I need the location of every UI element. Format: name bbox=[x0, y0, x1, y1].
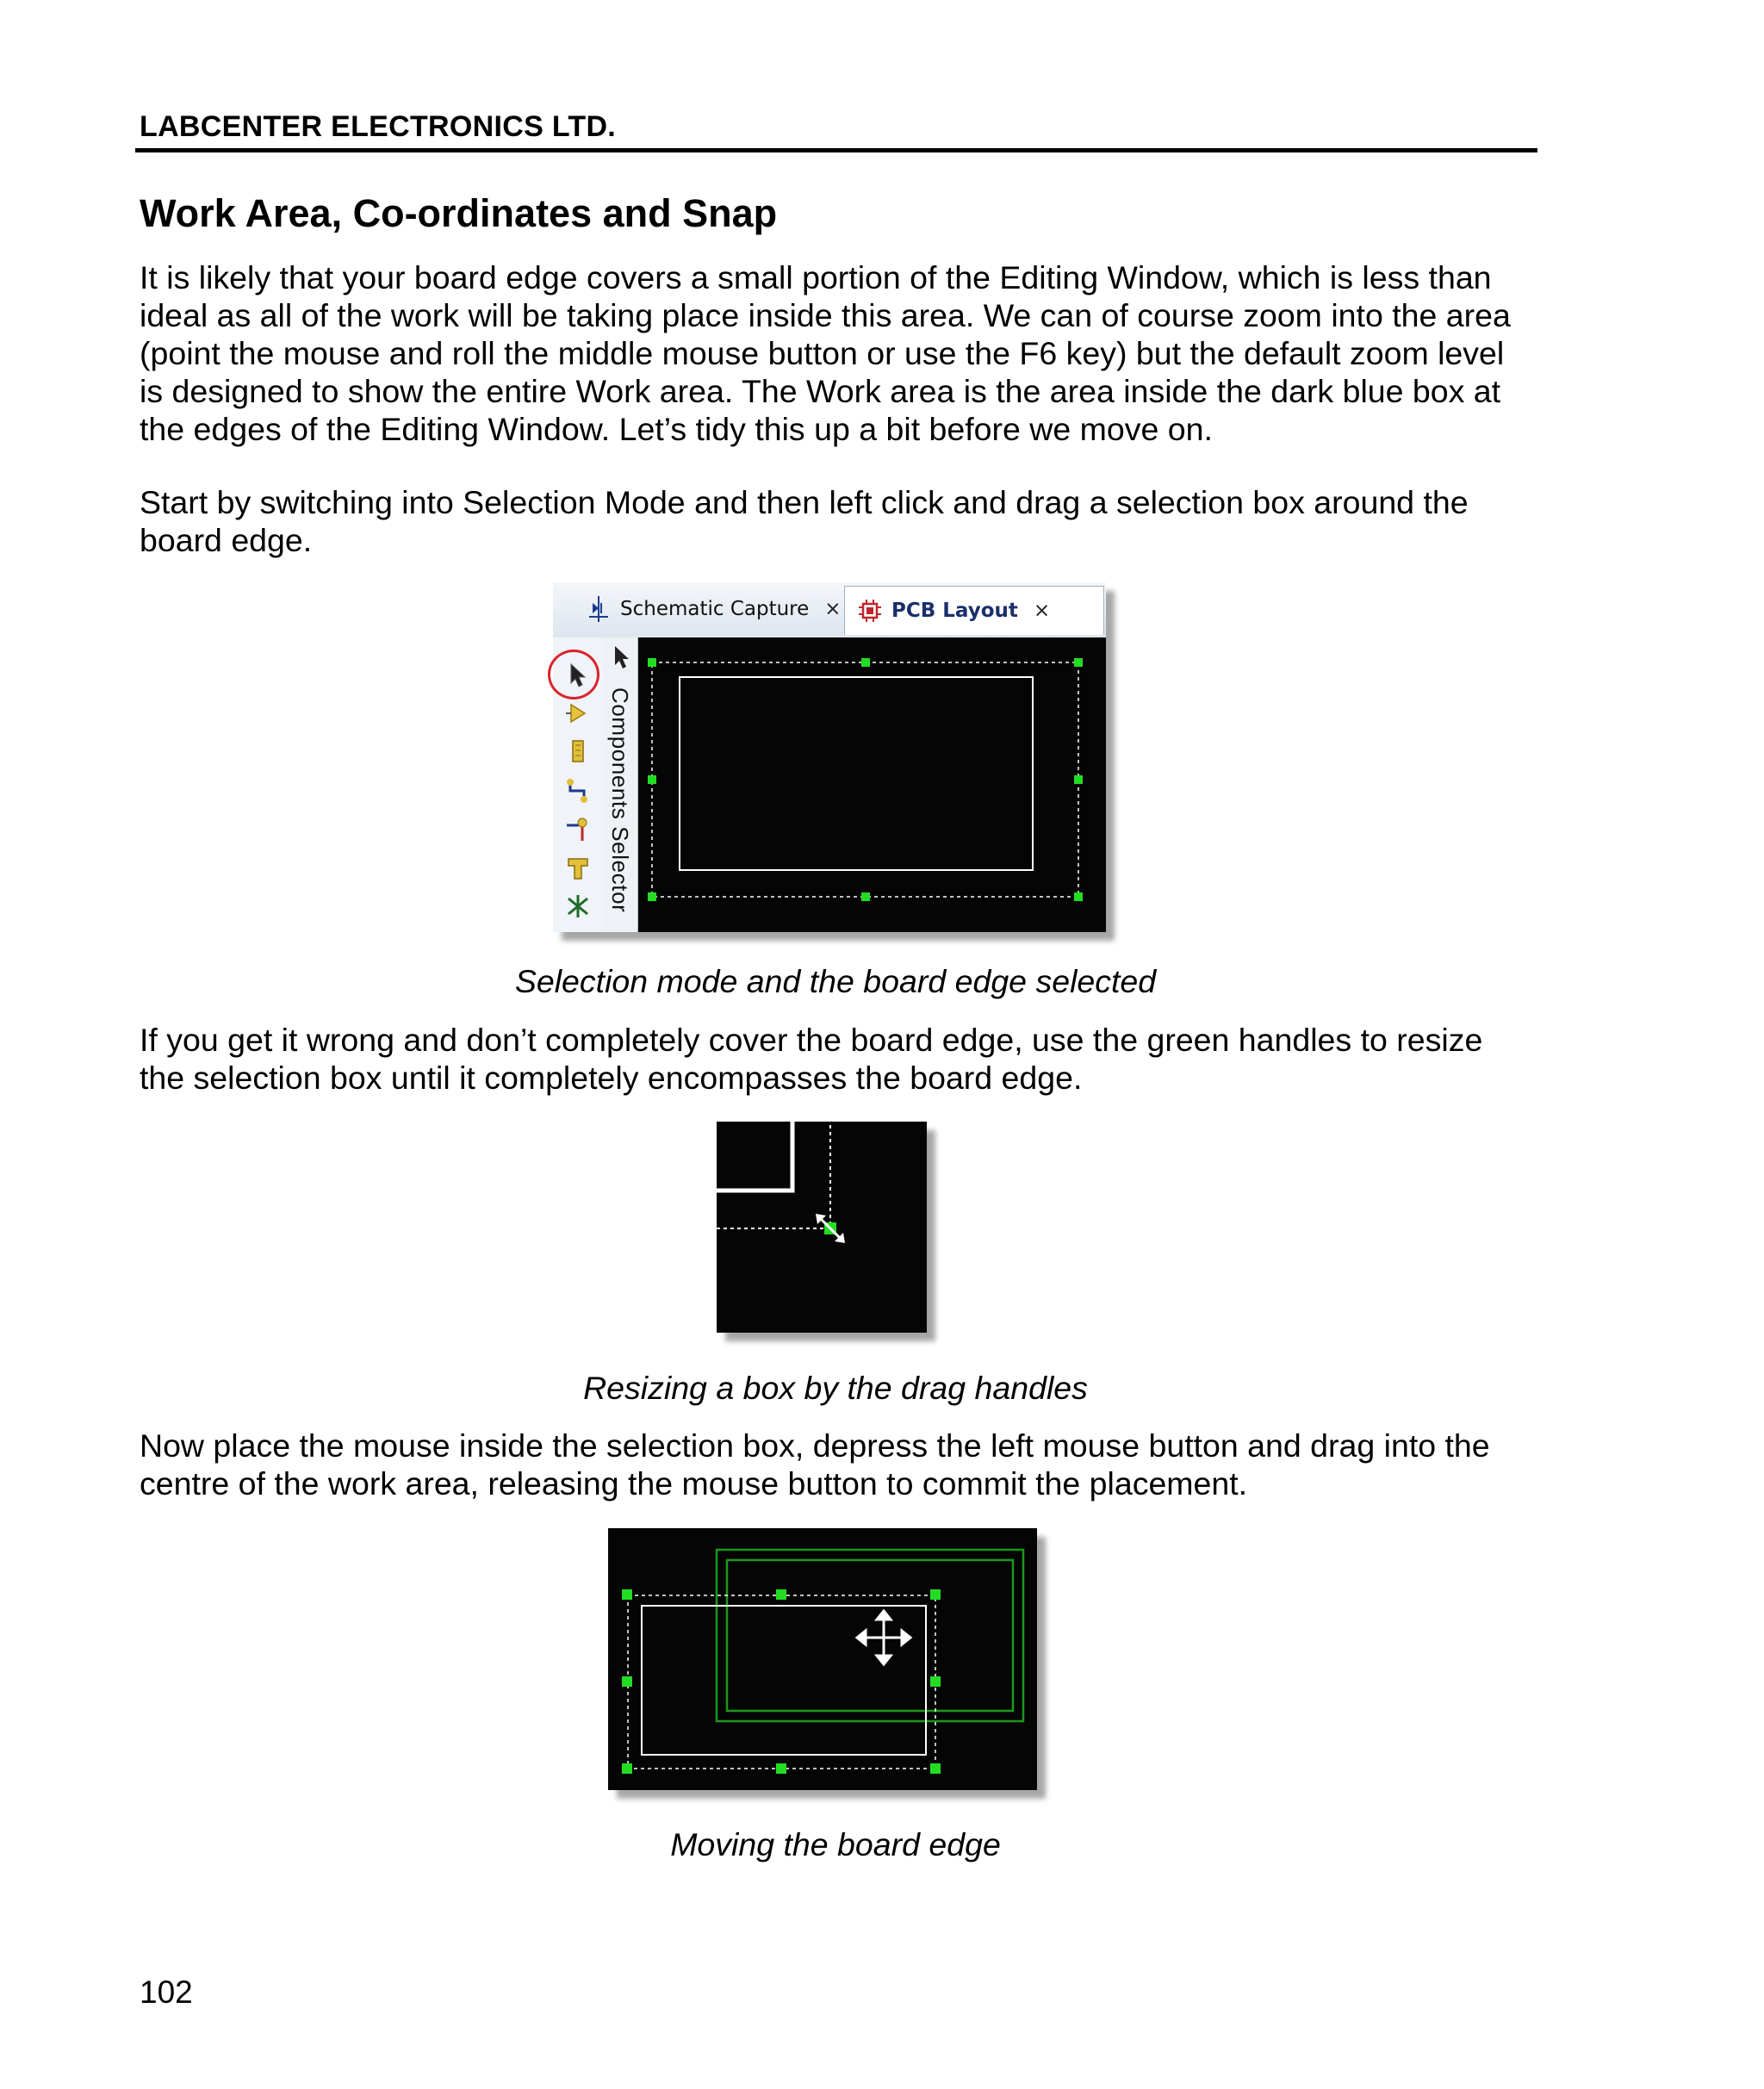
close-icon[interactable]: × bbox=[824, 598, 842, 620]
figure-selection-mode bbox=[553, 582, 1106, 932]
ghost-selection-box bbox=[717, 1550, 1023, 1721]
mode-toolbar bbox=[553, 637, 604, 932]
paragraph-line: ideal as all of the work will be taking place inside this area. We can of course zoom into the area bbox=[140, 297, 1511, 333]
figure-resize-handles bbox=[717, 1122, 927, 1333]
paragraph-line: Now place the mouse inside the selection box, depress the left mouse button and drag into the bbox=[140, 1427, 1490, 1464]
ghost-board-edge bbox=[727, 1560, 1013, 1711]
board-edge-corner bbox=[717, 1122, 792, 1191]
paragraph-line: It is likely that your board edge covers a small portion of the Editing Window, which is less than bbox=[140, 259, 1492, 295]
paragraph-line: is designed to show the entire Work area. The Work area is the area inside the dark blue box at bbox=[140, 373, 1501, 409]
pcb-chip-icon bbox=[857, 598, 883, 624]
via-mode-icon[interactable] bbox=[565, 815, 591, 842]
drag-handles[interactable] bbox=[622, 1589, 941, 1774]
selection-box[interactable] bbox=[652, 662, 1078, 897]
editing-window-canvas[interactable] bbox=[638, 637, 1106, 932]
selection-box-corner bbox=[717, 1122, 830, 1228]
paragraph-line: centre of the work area, releasing the mouse button to commit the placement. bbox=[140, 1465, 1248, 1501]
paragraph-line: the selection box until it completely encompasses the board edge. bbox=[140, 1060, 1083, 1096]
move-cursor-icon bbox=[857, 1611, 910, 1664]
component-mode-icon[interactable] bbox=[565, 699, 591, 727]
section-title: Work Area, Co-ordinates and Snap bbox=[140, 191, 778, 235]
paragraph-line: (point the mouse and roll the middle mouse button or use the F6 key) but the default zoom level bbox=[140, 335, 1505, 371]
tab-label: PCB Layout bbox=[891, 600, 1018, 622]
paragraph-3 bbox=[140, 1021, 1482, 1097]
header-rule bbox=[135, 148, 1537, 152]
paragraph-4 bbox=[140, 1427, 1490, 1502]
paragraph-2 bbox=[140, 483, 1469, 559]
figure-caption: Moving the board edge bbox=[670, 1826, 1001, 1862]
cursor-icon bbox=[612, 644, 630, 670]
selection-box[interactable] bbox=[628, 1595, 935, 1769]
close-icon[interactable]: × bbox=[1033, 600, 1051, 622]
pad-mode-icon[interactable] bbox=[565, 855, 591, 882]
schematic-icon bbox=[586, 594, 612, 624]
figure-caption: Resizing a box by the drag handles bbox=[583, 1370, 1088, 1406]
board-edge[interactable] bbox=[680, 677, 1033, 870]
drag-handles[interactable] bbox=[648, 658, 1083, 901]
figure-caption: Selection mode and the board edge selected bbox=[514, 963, 1157, 999]
ratsnest-mode-icon[interactable] bbox=[565, 892, 591, 920]
package-mode-icon[interactable] bbox=[565, 737, 591, 765]
figure-moving-board-edge bbox=[608, 1528, 1037, 1790]
tab-bar bbox=[553, 582, 1106, 638]
page-number: 102 bbox=[140, 1974, 193, 2010]
paragraph-line: board edge. bbox=[140, 522, 313, 558]
selection-mode-icon[interactable] bbox=[565, 662, 591, 689]
tab-schematic-capture[interactable] bbox=[579, 589, 870, 629]
paragraph-line: the edges of the Editing Window. Let’s tidy this up a bit before we move on. bbox=[140, 411, 1213, 447]
components-selector-panel[interactable] bbox=[603, 637, 638, 932]
tab-label: Schematic Capture bbox=[620, 598, 810, 620]
track-mode-icon[interactable] bbox=[565, 777, 591, 805]
paragraph-1 bbox=[140, 258, 1511, 448]
paragraph-line: Start by switching into Selection Mode and then left click and drag a selection box around the bbox=[140, 484, 1469, 520]
components-selector-label: Components Selector bbox=[607, 687, 633, 913]
paragraph-line: If you get it wrong and don’t completely cover the board edge, use the green handles to resize bbox=[140, 1022, 1483, 1058]
tab-pcb-layout[interactable] bbox=[844, 586, 1104, 635]
company-header: LABCENTER ELECTRONICS LTD. bbox=[140, 110, 617, 143]
